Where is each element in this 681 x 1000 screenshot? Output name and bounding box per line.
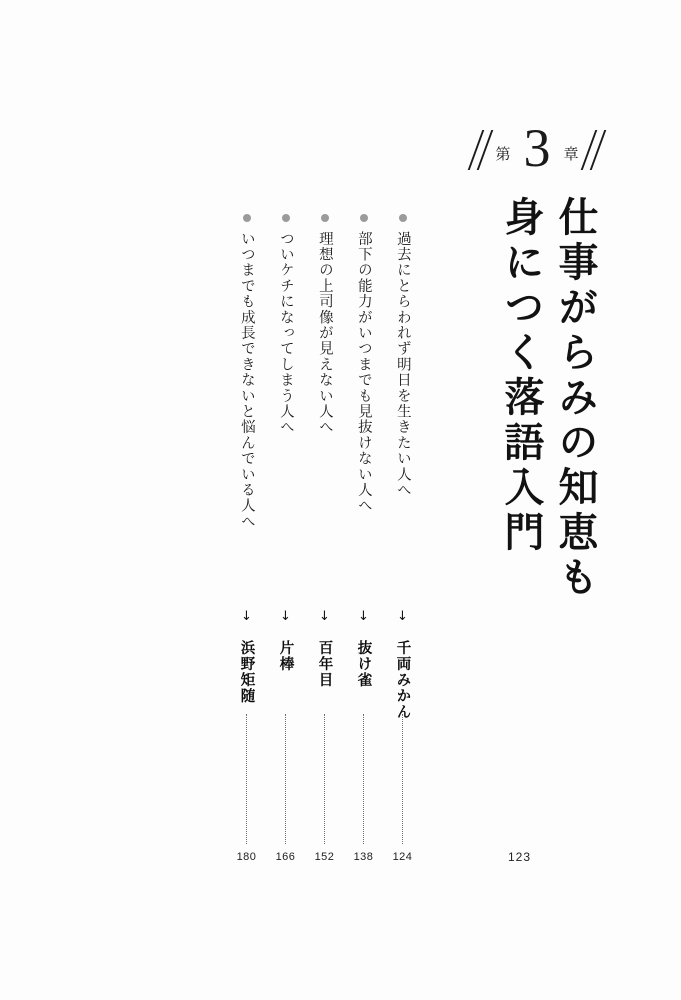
page-title <box>465 196 599 616</box>
bullet-icon <box>282 214 290 222</box>
entry-description: 部下の能力がいつまでも見抜けない人へ <box>355 231 372 514</box>
entry-story-title: 片棒 <box>277 640 295 672</box>
leader-line <box>324 714 326 844</box>
entry-page-number: 152 <box>314 851 335 863</box>
entry-page-number: 180 <box>236 851 257 863</box>
list-item[interactable] <box>266 206 305 886</box>
entry-page-number: 166 <box>275 851 296 863</box>
arrow-down-icon: ↓ <box>280 609 291 624</box>
arrow-down-icon: ↓ <box>397 609 408 624</box>
arrow-down-icon: ↓ <box>241 609 252 624</box>
arrow-down-icon: ↓ <box>319 609 330 624</box>
list-item[interactable] <box>344 206 383 886</box>
entry-page-number: 124 <box>392 851 413 863</box>
leader-line <box>285 714 287 844</box>
decorative-slashes-right <box>588 130 599 170</box>
entry-description: 過去にとらわれず明日を生きたい人へ <box>394 231 411 498</box>
entry-story-title: 抜け雀 <box>355 640 373 688</box>
list-item[interactable] <box>227 206 266 886</box>
entry-story-title: 浜野矩随 <box>238 640 256 704</box>
chapter-suffix-kanji: 章 <box>563 146 579 163</box>
title-line-2: 身につく落語入門 <box>498 196 545 556</box>
entry-description: 理想の上司像が見えない人へ <box>316 231 333 436</box>
title-line-1: 仕事がらみの知恵も <box>552 196 599 601</box>
chapter-contents-list <box>226 206 422 886</box>
entry-page-number: 138 <box>353 851 374 863</box>
page-folio: 123 <box>508 850 532 864</box>
entry-description: ついケチになってしまう人へ <box>277 231 294 436</box>
arrow-down-icon: ↓ <box>358 609 369 624</box>
entry-story-title: 百年目 <box>316 640 334 688</box>
bullet-icon <box>399 214 407 222</box>
leader-line <box>402 714 404 844</box>
bullet-icon <box>243 214 251 222</box>
leader-line <box>363 714 365 844</box>
chapter-number: 3 <box>523 118 551 178</box>
entry-story-title: 千両みかん <box>394 640 412 720</box>
list-item[interactable] <box>383 206 422 886</box>
leader-line <box>246 714 248 844</box>
chapter-prefix-kanji: 第 <box>495 146 511 163</box>
chapter-header <box>432 108 642 192</box>
entry-description: いつまでも成長できないと悩んでいる人へ <box>238 231 255 530</box>
list-item[interactable] <box>305 206 344 886</box>
bullet-icon <box>360 214 368 222</box>
decorative-slashes-left <box>475 130 486 170</box>
bullet-icon <box>321 214 329 222</box>
